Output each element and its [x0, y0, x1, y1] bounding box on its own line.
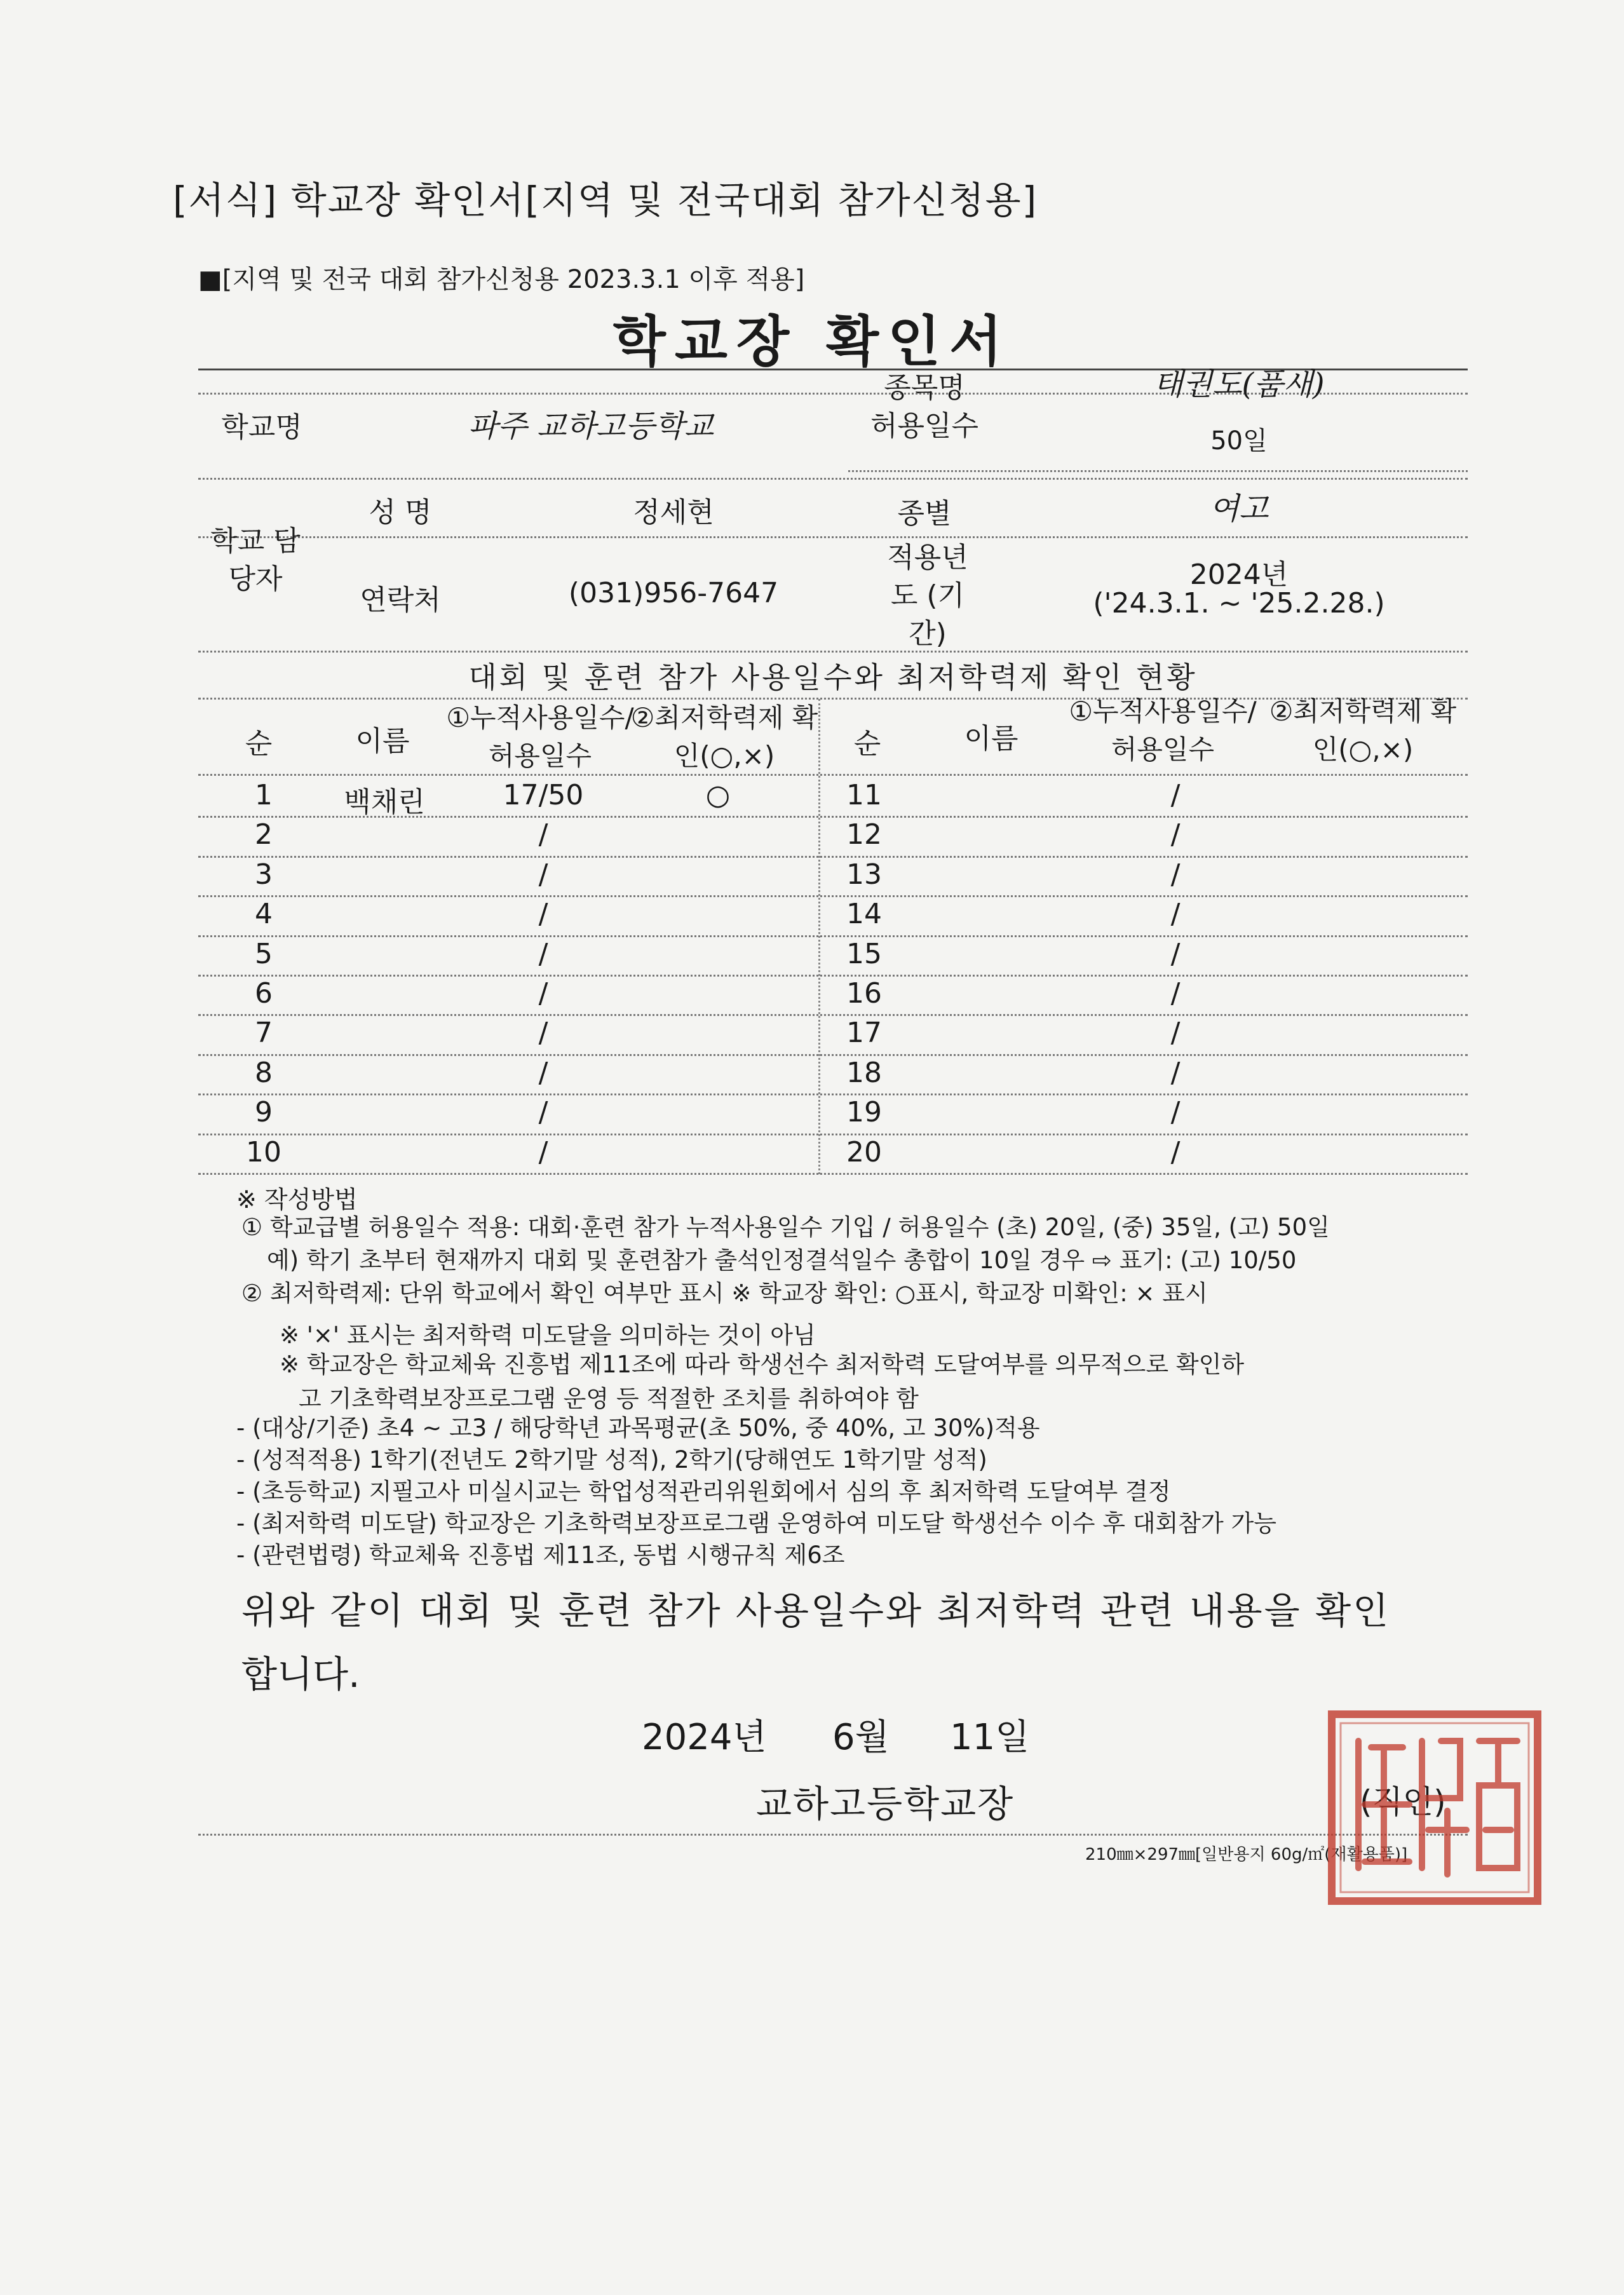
row-days: / [538, 858, 548, 891]
year-value: 2024년 [1189, 559, 1289, 591]
col-header-days: ①누적사용일수/허용일수 [446, 702, 634, 771]
row-days-right: / [1170, 1135, 1181, 1168]
row-no: 6 [255, 977, 273, 1010]
official-seal [1327, 1709, 1543, 1906]
header-divider [198, 478, 1468, 480]
table-row-rule [198, 856, 1468, 858]
table-row-rule [198, 895, 1468, 897]
name-label: 성 명 [369, 496, 432, 529]
row-no-right: 12 [846, 818, 882, 851]
row-days-right: / [1170, 937, 1181, 970]
footer-rule [198, 1834, 1468, 1836]
row-days: / [538, 818, 548, 851]
paper-spec: 210㎜×297㎜[일반용지 60g/㎡(재활용품)] [1085, 1845, 1408, 1864]
period-value: ('24.3.1. ~ '25.2.28.) [1093, 587, 1385, 619]
row-no: 10 [246, 1135, 281, 1168]
row-days-right: / [1170, 858, 1181, 891]
table-header-rule [198, 774, 1468, 776]
instruction-line: - (성적적용) 1학기(전년도 2학기말 성적), 2학기(당해연도 1학기말 성적) [236, 1446, 987, 1473]
confirm-line-2: 합니다. [241, 1653, 360, 1696]
school-name-label: 학교명 [221, 411, 302, 443]
row-no-right: 14 [846, 898, 882, 931]
row-no: 3 [255, 858, 273, 891]
row-no: 8 [255, 1056, 273, 1089]
seal-label: (직인) [1360, 1784, 1446, 1820]
row-no: 1 [255, 779, 273, 811]
row-no-right: 13 [846, 858, 882, 891]
row-name: 백채린 [344, 786, 425, 818]
header-divider [198, 651, 1468, 653]
row-no-right: 11 [846, 779, 882, 811]
principal-name: 교하고등학교장 [756, 1782, 1015, 1825]
row-no-right: 19 [846, 1096, 882, 1129]
instruction-line: ※ '×' 표시는 최저학력 미도달을 의미하는 것이 아님 [280, 1322, 816, 1349]
school-name-value: 파주 교하고등학교 [468, 409, 714, 444]
date-month: 6월 [832, 1717, 890, 1758]
col-header-name-right: 이름 [964, 722, 1018, 755]
table-bottom-rule [198, 1173, 1468, 1175]
table-row-rule [198, 1054, 1468, 1056]
row-no-right: 20 [846, 1135, 882, 1168]
col-header-no-right: 순 [853, 728, 881, 760]
category-label: 종별 [897, 498, 952, 530]
form-subtitle: ■[지역 및 전국 대회 참가신청용 2023.3.1 이후 적용] [198, 265, 805, 294]
row-check: ○ [705, 779, 731, 811]
instruction-line: ① 학교급별 허용일수 적용: 대회·훈련 참가 누적사용일수 기입 / 허용일수 (초) 20일, (중) 35일, (고) 50일 [241, 1214, 1330, 1241]
staff-label: 학교 담당자 [210, 525, 301, 595]
row-days-right: / [1170, 977, 1181, 1010]
row-days: / [538, 1056, 548, 1089]
instruction-line: - (대상/기준) 초4 ~ 고3 / 해당학년 과목평균(초 50%, 중 40%, 고 30%)적용 [236, 1414, 1040, 1442]
row-no: 7 [255, 1017, 273, 1050]
row-days: / [538, 1017, 548, 1050]
row-no: 4 [255, 898, 273, 931]
row-no-right: 18 [846, 1056, 882, 1089]
instruction-line: 예) 학기 초부터 현재까지 대회 및 훈련참가 출석인정결석일수 총합이 10일 경우 ⇨ 표기: (고) 10/50 [267, 1247, 1297, 1274]
header-divider [848, 470, 1468, 472]
row-no-right: 16 [846, 977, 882, 1010]
row-days-right: / [1170, 1056, 1181, 1089]
row-days: / [538, 977, 548, 1010]
table-row-rule [198, 935, 1468, 937]
instruction-line: 고 기초학력보장프로그램 운영 등 적절한 조치를 취하여야 함 [299, 1385, 919, 1412]
row-days: 17/50 [503, 779, 584, 811]
row-no-right: 17 [846, 1017, 882, 1050]
row-no: 9 [255, 1096, 273, 1129]
event-value: 태권도(품새) [1153, 367, 1325, 402]
col-header-check-right: ②최저학력제 확인(○,×) [1269, 696, 1457, 765]
category-value: 여고 [1209, 491, 1269, 527]
instructions-heading: ※ 작성방법 [236, 1186, 358, 1214]
instruction-line: ※ 학교장은 학교체육 진흥법 제11조에 따라 학생선수 최저학력 도달여부를 의무적으로 확인하 [280, 1351, 1245, 1378]
row-days: / [538, 1135, 548, 1168]
table-row-rule [198, 816, 1468, 818]
table-row-rule [198, 1014, 1468, 1016]
form-label: [서식] 학교장 확인서[지역 및 전국대회 참가신청용] [173, 179, 1038, 222]
row-days: / [538, 937, 548, 970]
date-day: 11일 [950, 1717, 1030, 1758]
row-no: 5 [255, 937, 273, 970]
allowed-days-value: 50일 [1210, 426, 1268, 456]
col-header-check: ②최저학력제 확인(○,×) [630, 702, 818, 771]
year-label: 적용년도 (기간) [887, 541, 968, 650]
col-header-days-right: ①누적사용일수/허용일수 [1069, 696, 1257, 765]
col-header-no: 순 [245, 728, 273, 760]
status-title: 대회 및 훈련 참가 사용일수와 최저학력제 확인 현황 [468, 660, 1198, 694]
row-days: / [538, 898, 548, 931]
confirm-line-1: 위와 같이 대회 및 훈련 참가 사용일수와 최저학력 관련 내용을 확인 [241, 1589, 1391, 1632]
col-header-name: 이름 [355, 725, 410, 757]
date-year: 2024년 [642, 1717, 767, 1758]
contact-value: (031)956-7647 [568, 577, 779, 609]
instruction-line: - (관련법령) 학교체육 진흥법 제11조, 동법 시행규칙 제6조 [236, 1541, 845, 1569]
instruction-line: - (최저학력 미도달) 학교장은 기초학력보장프로그램 운영하여 미도달 학생선수 이수 후 대회참가 가능 [236, 1510, 1277, 1537]
contact-label: 연락처 [360, 584, 441, 616]
event-label: 종목명 [884, 372, 965, 404]
row-no-right: 15 [846, 937, 882, 970]
allowed-days-label: 허용일수 [870, 410, 978, 442]
row-days-right: / [1170, 1017, 1181, 1050]
row-no: 2 [255, 818, 273, 851]
document-title: 학교장 확인서 [612, 310, 1012, 374]
row-days-right: / [1170, 898, 1181, 931]
table-row-rule [198, 1093, 1468, 1095]
instruction-line: ② 최저학력제: 단위 학교에서 확인 여부만 표시 ※ 학교장 확인: ○표시, 학교장 미확인: × 표시 [241, 1280, 1208, 1307]
header-divider [198, 536, 1468, 538]
name-value: 정세현 [633, 496, 714, 529]
row-days: / [538, 1096, 548, 1129]
table-row-rule [198, 975, 1468, 977]
table-row-rule [198, 1134, 1468, 1135]
row-days-right: / [1170, 1096, 1181, 1129]
row-days-right: / [1170, 779, 1181, 811]
row-days-right: / [1170, 818, 1181, 851]
instruction-line: - (초등학교) 지필고사 미실시교는 학업성적관리위원회에서 심의 후 최저학력 도달여부 결정 [236, 1478, 1171, 1505]
